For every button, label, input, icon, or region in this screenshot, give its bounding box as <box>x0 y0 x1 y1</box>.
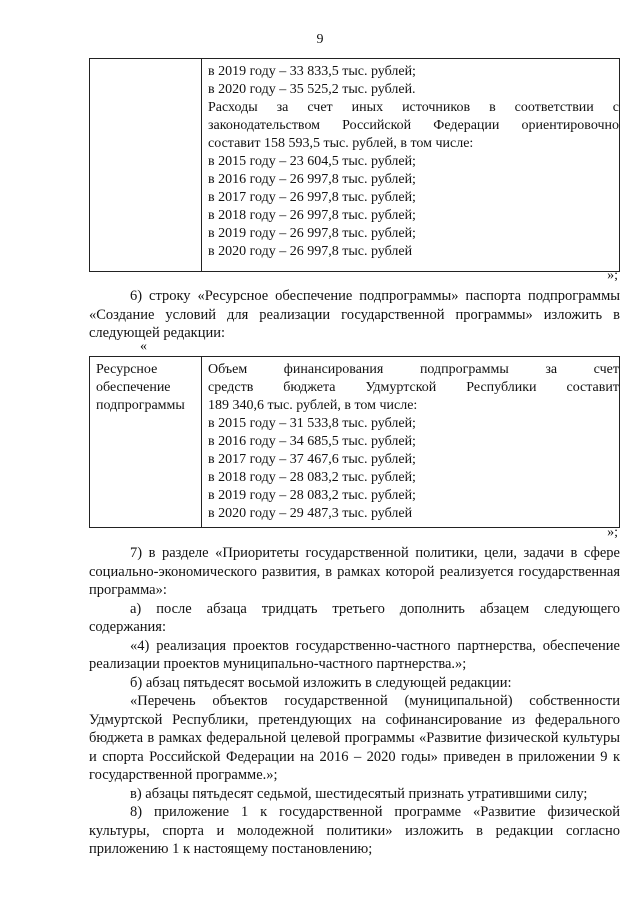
table2-year-line: в 2019 году – 28 083,2 тыс. рублей; <box>208 488 416 503</box>
table2-year-line: в 2015 году – 31 533,8 тыс. рублей; <box>208 416 416 431</box>
table1-year-line: в 2015 году – 23 604,5 тыс. рублей; <box>208 154 416 169</box>
table2-left-line: подпрограммы <box>96 398 185 413</box>
paragraph-a: а) после абзаца тридцать третьего дополнить абзацем следующего содержания: <box>89 600 620 635</box>
table1-year-line: в 2017 году – 26 997,8 тыс. рублей; <box>208 190 416 205</box>
table2-para-line: 189 340,6 тыс. рублей, в том числе: <box>208 398 418 413</box>
table2-left-line: обеспечение <box>96 380 171 395</box>
table2-year-line: в 2017 году – 37 467,6 тыс. рублей; <box>208 452 416 467</box>
amendments-body <box>89 544 620 859</box>
table2-year-line: в 2018 году – 28 083,2 тыс. рублей; <box>208 470 416 485</box>
paragraph-v: в) абзацы пятьдесят седьмой, шестидесятый признать утратившими силу; <box>130 785 588 802</box>
item-6-paragraph <box>89 287 620 343</box>
resource-table <box>89 356 620 528</box>
table2-para-line: Объем финансирования подпрограммы за счет <box>208 362 619 377</box>
paragraph-item-7: 7) в разделе «Приоритеты государственной политики, цели, задачи в сфере социально-экономического развития, в рамках которой реализуется государственная программа»: <box>89 545 620 598</box>
paragraph-item-8: 8) приложение 1 к государственной программе «Развитие физической культуры, спорта и молодежной политики» изложить в редакции согласно приложению 1 к настоящему постановлению; <box>89 804 620 857</box>
table2-para-line: средств бюджета Удмуртской Республики составит <box>208 380 619 395</box>
table1-line: в 2020 году – 35 525,2 тыс. рублей. <box>208 82 416 97</box>
table1-left-cell <box>90 59 202 272</box>
closing-quote-1: »; <box>607 268 618 283</box>
table1-right-cell <box>202 59 620 272</box>
table2-left-cell <box>90 357 202 528</box>
table2-year-line: в 2016 году – 34 685,5 тыс. рублей; <box>208 434 416 449</box>
table1-year-line: в 2018 году – 26 997,8 тыс. рублей; <box>208 208 416 223</box>
table2-year-line: в 2020 году – 29 487,3 тыс. рублей <box>208 506 413 521</box>
table1-para-line: составит 158 593,5 тыс. рублей, в том числе: <box>208 136 474 151</box>
opening-quote: « <box>140 339 147 354</box>
financing-table-continued <box>89 58 620 272</box>
table2-left-line: Ресурсное <box>96 362 158 377</box>
table1-line: в 2019 году – 33 833,5 тыс. рублей; <box>208 64 416 79</box>
paragraph-quote-4: «4) реализация проектов государственно-частного партнерства, обеспечение реализации проектов муниципально-частного партнерства.»; <box>89 637 620 672</box>
paragraph-quote-list: «Перечень объектов государственной (муниципальной) собственности Удмуртской Республики, претендующих на софинансирование из федерального бюджета в рамках федеральной целевой программы «Развитие физической культуры и спорта Российской Федерации на 2016 – 2020 годы» приведен в приложении 9 к государственной программе.»; <box>89 693 620 783</box>
item-6-text: 6) строку «Ресурсное обеспечение подпрограммы» паспорта подпрограммы «Создание условий для реализации государственной программы» изложить в следующей редакции: <box>89 288 620 341</box>
closing-quote-2: »; <box>607 525 618 540</box>
page-number: 9 <box>316 32 324 47</box>
table1-year-line: в 2020 году – 26 997,8 тыс. рублей <box>208 244 413 259</box>
table1-year-line: в 2016 году – 26 997,8 тыс. рублей; <box>208 172 416 187</box>
paragraph-b: б) абзац пятьдесят восьмой изложить в следующей редакции: <box>130 674 512 691</box>
table1-year-line: в 2019 году – 26 997,8 тыс. рублей; <box>208 226 416 241</box>
table2-right-cell <box>202 357 620 528</box>
table1-para-line: Расходы за счет иных источников в соответствии с <box>208 100 619 115</box>
table1-para-line: законодательством Российской Федерации ориентировочно <box>208 118 619 133</box>
